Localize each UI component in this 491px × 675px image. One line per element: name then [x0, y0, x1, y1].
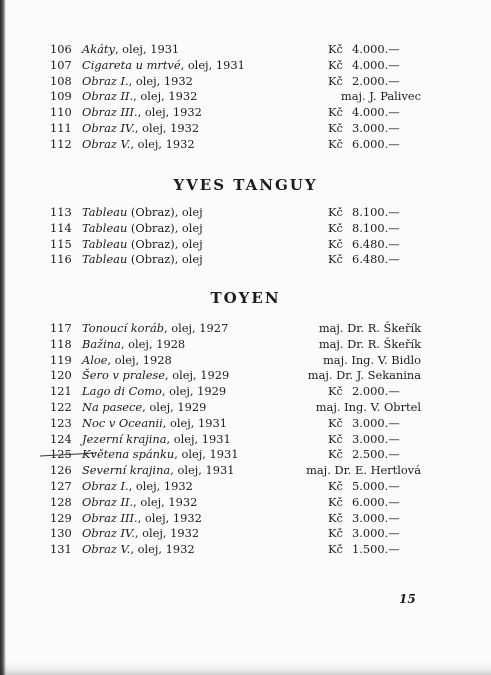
- price-value: 3.000.—: [352, 121, 400, 135]
- entry-title-line: [82, 121, 199, 136]
- entry-number: 127: [50, 479, 72, 493]
- artwork-title: Obraz II.: [82, 494, 134, 509]
- artwork-medium-year: (Obraz), olej: [127, 236, 203, 251]
- artwork-title: Tableau: [82, 220, 128, 235]
- artwork-medium-year: (Obraz), olej: [127, 205, 203, 219]
- entry-number: 111: [50, 121, 72, 135]
- entry-number: 129: [50, 510, 72, 525]
- currency-label: Kč: [328, 73, 343, 88]
- catalog-entry: [0, 121, 491, 136]
- catalog-entry: [0, 447, 491, 462]
- artwork-medium-year: , olej, 1932: [134, 526, 200, 541]
- entry-number: 121: [50, 384, 72, 399]
- artwork-medium-year: , olej, 1928: [120, 336, 186, 351]
- owner-note: maj. J. Palivec: [340, 89, 421, 104]
- page-bottom-shadow: [0, 661, 491, 675]
- artwork-title: Tableau: [82, 236, 128, 251]
- entry-number: 110: [50, 105, 72, 120]
- currency-label: Kč: [328, 510, 343, 525]
- artwork-medium-year: , olej, 1932: [130, 136, 195, 151]
- entry-number: 108: [50, 73, 72, 88]
- price-value: 6.480.—: [352, 252, 400, 267]
- entry-number: 123: [50, 415, 72, 430]
- artwork-title: Jezerní krajina: [82, 431, 167, 446]
- artwork-title: Obraz I.: [82, 479, 129, 493]
- catalog-entry: [0, 74, 491, 89]
- entry-title-line: [82, 463, 234, 478]
- artwork-medium-year: (Obraz), olej: [127, 220, 203, 235]
- currency-label: Kč: [328, 57, 343, 72]
- artwork-title: Aloe: [82, 352, 108, 367]
- price-value: 5.000.—: [352, 479, 400, 493]
- entry-title-line: [82, 400, 206, 415]
- entry-title-line: [82, 495, 197, 510]
- artwork-medium-year: , olej, 1932: [128, 73, 193, 88]
- catalog-entry: [0, 384, 491, 399]
- artwork-medium-year: , olej, 1931: [174, 447, 239, 462]
- catalog-entry: [0, 105, 491, 120]
- artwork-medium-year: , olej, 1932: [133, 494, 198, 509]
- owner-note: maj. Dr. R. Škeřík: [318, 321, 421, 335]
- entry-title-line: [82, 237, 203, 252]
- catalog-entry: [0, 495, 491, 510]
- entry-number: 119: [50, 352, 72, 367]
- entry-number: 122: [50, 400, 72, 414]
- catalog-entry: [0, 42, 491, 57]
- entry-title-line: [82, 105, 202, 120]
- entry-title-line: [82, 42, 179, 57]
- currency-label: Kč: [328, 384, 343, 399]
- price-value: 6.000.—: [352, 136, 400, 151]
- entry-title-line: [82, 137, 195, 152]
- catalog-entry: [0, 368, 491, 383]
- artwork-medium-year: (Obraz), olej: [127, 252, 203, 267]
- artwork-title: Obraz IV.: [82, 121, 135, 135]
- catalog-entry: [0, 89, 491, 104]
- entry-number: 124: [50, 431, 72, 446]
- price-value: 3.000.—: [352, 526, 400, 541]
- currency-label: Kč: [328, 136, 343, 151]
- entry-title-line: [82, 542, 195, 557]
- entry-title-line: [82, 221, 203, 236]
- artwork-medium-year: , olej, 1929: [161, 384, 227, 399]
- entry-number: 113: [50, 205, 72, 219]
- artwork-title: Bažina: [82, 336, 121, 351]
- artwork-medium-year: , olej, 1932: [137, 105, 202, 120]
- entry-title-line: [82, 511, 202, 526]
- entry-title-line: [82, 384, 226, 399]
- artwork-title: Květena spánku: [82, 447, 175, 462]
- price-value: 4.000.—: [352, 105, 400, 120]
- price-value: 8.100.—: [352, 220, 400, 235]
- artwork-title: Obraz II.: [82, 89, 134, 104]
- currency-label: Kč: [328, 542, 343, 557]
- entry-title-line: [82, 337, 185, 352]
- artwork-medium-year: , olej, 1931: [162, 415, 228, 430]
- entry-title-line: [82, 526, 199, 541]
- catalog-entry: [0, 137, 491, 152]
- entry-number: 106: [50, 42, 72, 56]
- artwork-medium-year: , olej, 1931: [114, 42, 180, 56]
- entry-title-line: [82, 205, 203, 220]
- artwork-medium-year: , olej, 1929: [142, 400, 207, 414]
- currency-label: Kč: [328, 121, 343, 135]
- catalog-entry: [0, 432, 491, 447]
- catalog-entry: [0, 237, 491, 252]
- currency-label: Kč: [328, 494, 343, 509]
- artwork-title: Obraz III.: [82, 105, 138, 120]
- currency-label: Kč: [328, 205, 343, 219]
- price-value: 3.000.—: [352, 510, 400, 525]
- artwork-title: Obraz V.: [82, 136, 131, 151]
- catalog-entry: [0, 321, 491, 336]
- entry-number: 130: [50, 526, 72, 541]
- catalog-entry: [0, 58, 491, 73]
- artwork-title: Noc v Oceanii: [82, 415, 163, 430]
- entry-title-line: [82, 58, 245, 73]
- artwork-title: Severní krajina: [82, 463, 171, 478]
- entry-title-line: [82, 447, 239, 462]
- entry-number: 126: [50, 463, 72, 478]
- entry-number: 131: [50, 542, 72, 557]
- currency-label: Kč: [328, 236, 343, 251]
- catalog-entry: [0, 221, 491, 236]
- price-value: 3.000.—: [352, 415, 400, 430]
- owner-note: maj. Ing. V. Obrtel: [315, 400, 421, 414]
- entry-number: 109: [50, 89, 72, 104]
- artwork-title: Obraz V.: [82, 542, 131, 557]
- currency-label: Kč: [328, 105, 343, 120]
- artwork-title: Tonoucí koráb: [82, 321, 165, 335]
- owner-note: maj. Dr. J. Sekanina: [307, 368, 421, 383]
- price-value: 4.000.—: [352, 57, 400, 72]
- currency-label: Kč: [328, 447, 343, 462]
- artist-heading: TOYEN: [210, 289, 281, 307]
- catalog-entry: [0, 416, 491, 431]
- entry-number: 107: [50, 57, 72, 72]
- artwork-title: Lago di Como: [82, 384, 162, 399]
- entry-number: 120: [50, 368, 72, 383]
- entry-number: 112: [50, 136, 72, 151]
- catalog-entry: [0, 205, 491, 220]
- artwork-medium-year: , olej, 1929: [165, 368, 230, 383]
- entry-title-line: [82, 89, 197, 104]
- entry-title-line: [82, 353, 172, 368]
- entry-number: 118: [50, 336, 72, 351]
- catalog-entry: [0, 337, 491, 352]
- entry-title-line: [82, 368, 229, 383]
- catalog-entry: [0, 511, 491, 526]
- artist-heading: YVES TANGUY: [173, 176, 318, 194]
- price-value: 8.100.—: [352, 205, 400, 219]
- currency-label: Kč: [328, 431, 343, 446]
- currency-label: Kč: [328, 220, 343, 235]
- entry-number: 115: [50, 236, 72, 251]
- entry-number: 117: [50, 321, 72, 335]
- entry-title-line: [82, 432, 231, 447]
- price-value: 1.500.—: [352, 542, 400, 557]
- currency-label: Kč: [328, 479, 343, 493]
- artwork-medium-year: , olej, 1932: [130, 542, 195, 557]
- artwork-title: Akáty: [82, 42, 115, 56]
- entry-title-line: [82, 479, 193, 494]
- price-value: 2.000.—: [352, 73, 400, 88]
- artwork-title: Na pasece: [82, 400, 143, 414]
- artwork-title: Tableau: [82, 205, 128, 219]
- artwork-medium-year: , olej, 1928: [107, 352, 172, 367]
- artwork-medium-year: , olej, 1931: [166, 431, 231, 446]
- currency-label: Kč: [328, 415, 343, 430]
- artwork-title: Obraz IV.: [82, 526, 135, 541]
- catalog-entry: [0, 542, 491, 557]
- price-value: 2.000.—: [352, 384, 400, 399]
- price-value: 2.500.—: [352, 447, 400, 462]
- price-value: 4.000.—: [352, 42, 400, 56]
- artwork-medium-year: , olej, 1932: [134, 121, 200, 135]
- artwork-medium-year: , olej, 1931: [180, 57, 245, 72]
- price-value: 6.480.—: [352, 236, 400, 251]
- page-number: 15: [399, 592, 416, 606]
- artwork-title: Obraz I.: [82, 73, 129, 88]
- catalog-entry: [0, 252, 491, 267]
- price-value: 3.000.—: [352, 431, 400, 446]
- artwork-medium-year: , olej, 1931: [170, 463, 235, 478]
- artwork-title: Tableau: [82, 252, 128, 267]
- entry-number: 114: [50, 220, 72, 235]
- currency-label: Kč: [328, 252, 343, 267]
- artwork-title: Obraz III.: [82, 510, 138, 525]
- artwork-medium-year: , olej, 1927: [164, 321, 229, 335]
- entry-title-line: [82, 74, 193, 89]
- owner-note: maj. Dr. E. Hertlová: [306, 463, 421, 478]
- artwork-medium-year: , olej, 1932: [133, 89, 198, 104]
- owner-note: maj. Dr. R. Škeřík: [318, 336, 421, 351]
- artwork-medium-year: , olej, 1932: [128, 479, 193, 493]
- artwork-title: Šero v pralese: [82, 368, 166, 383]
- price-value: 6.000.—: [352, 494, 400, 509]
- catalog-entry: [0, 526, 491, 541]
- owner-note: maj. Ing. V. Bidlo: [322, 352, 421, 367]
- catalog-entry: [0, 400, 491, 415]
- catalog-entry: [0, 353, 491, 368]
- currency-label: Kč: [328, 526, 343, 541]
- entry-title-line: [82, 321, 228, 336]
- catalog-entry: [0, 479, 491, 494]
- entry-number: 116: [50, 252, 72, 267]
- artwork-medium-year: , olej, 1932: [137, 510, 202, 525]
- entry-number: 128: [50, 494, 72, 509]
- catalog-entry: [0, 463, 491, 478]
- entry-title-line: [82, 252, 203, 267]
- artwork-title: Cigareta u mrtvé: [82, 57, 181, 72]
- currency-label: Kč: [328, 42, 343, 56]
- entry-title-line: [82, 416, 227, 431]
